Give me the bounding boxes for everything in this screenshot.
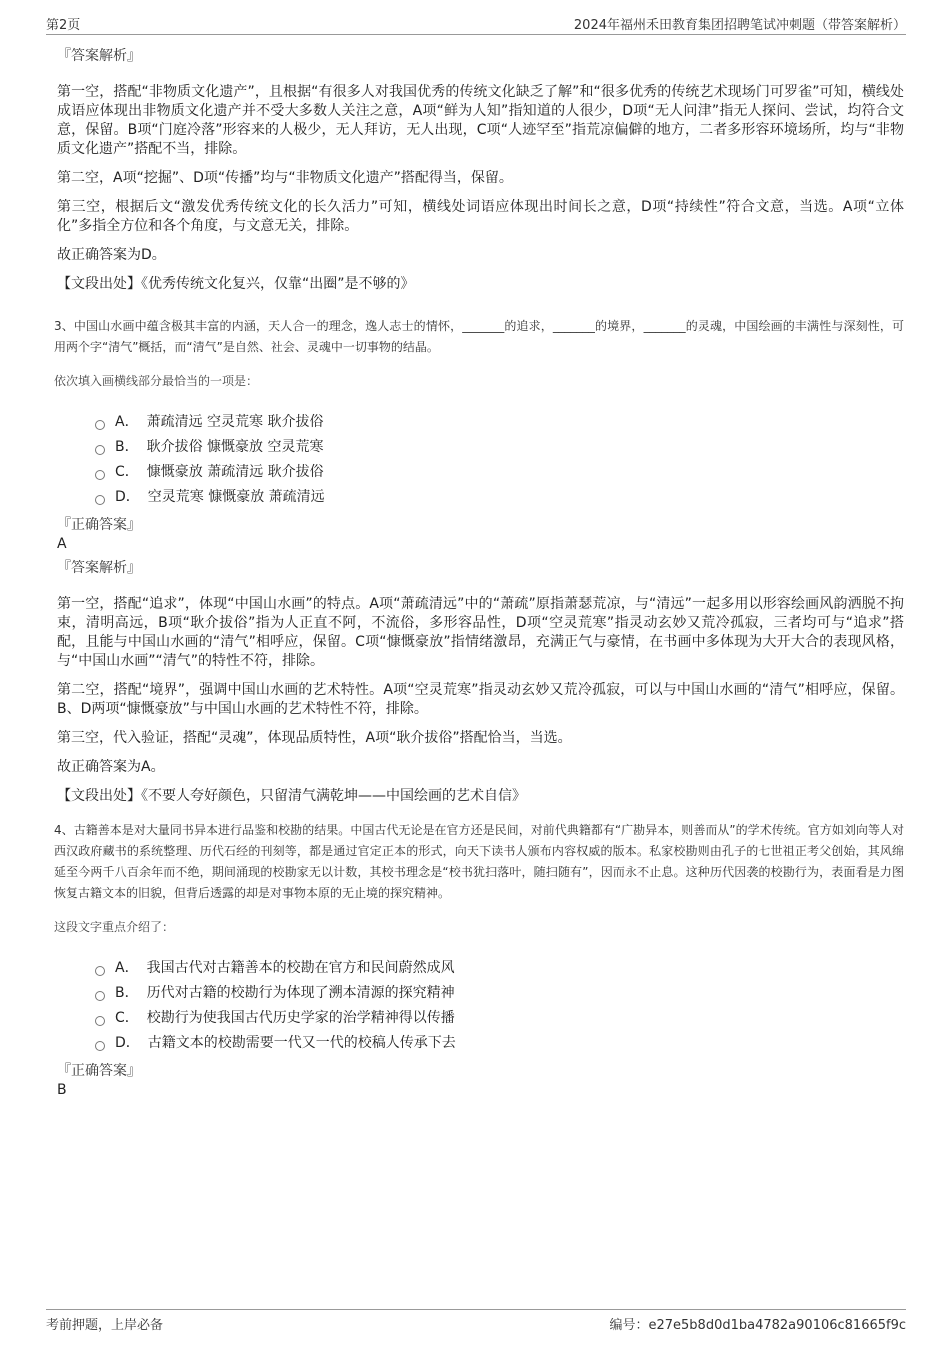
option-letter: B． — [115, 439, 139, 455]
q4-option-a[interactable] — [95, 956, 904, 981]
q3-option-a[interactable] — [95, 410, 904, 435]
option-text: 我国古代对古籍善本的校勘在官方和民间蔚然成风 — [146, 960, 455, 976]
q2-analysis-paragraph: 第二空，A项“挖掘”、D项“传播”均与“非物质文化遗产”搭配得当，保留。 — [57, 170, 513, 186]
radio-icon[interactable] — [95, 495, 105, 505]
page-number: 第2页 — [46, 18, 81, 33]
q3-option-c[interactable] — [95, 460, 904, 485]
q3-analysis-paragraph: 第三空，代入验证，搭配“灵魂”，体现品质特性，A项“耿介拔俗”搭配恰当，当选。 — [57, 730, 572, 746]
q3-option-b[interactable] — [95, 435, 904, 460]
q4-option-c[interactable] — [95, 1006, 904, 1031]
option-letter: A． — [115, 414, 139, 430]
option-letter: C． — [115, 1010, 139, 1026]
q2-analysis-label: 『答案解析』 — [57, 48, 141, 64]
q3-answer: A — [57, 536, 67, 552]
option-text: 历代对古籍的校勘行为体现了溯本清源的探究精神 — [146, 985, 455, 1001]
radio-icon[interactable] — [95, 991, 105, 1001]
q4-options — [95, 956, 904, 1056]
q3-analysis-paragraph: 第二空，搭配“境界”，强调中国山水画的艺术特性。A项“空灵荒寒”指灵动玄妙又荒冷孤寂，可以与中国山水画的“清气”相呼应，保留。B、D两项“慷慨豪放”与中国山水画的艺术特性不符，排除。 — [57, 682, 904, 717]
option-text: 慷慨豪放 萧疏清远 耿介拔俗 — [146, 464, 324, 480]
option-text: 空灵荒寒 慷慨豪放 萧疏清远 — [147, 489, 325, 505]
option-letter: C． — [115, 464, 139, 480]
radio-icon[interactable] — [95, 966, 105, 976]
q2-source: 【文段出处】《优秀传统文化复兴，仅靠“出圈”是不够的》 — [57, 276, 415, 292]
radio-icon[interactable] — [95, 420, 105, 430]
document-id: 编号：e27e5b8d0d1ba4782a90106c81665f9c — [609, 1318, 906, 1333]
page-header — [46, 14, 906, 35]
q2-conclusion: 故正确答案为D。 — [57, 247, 166, 263]
radio-icon[interactable] — [95, 470, 105, 480]
option-text: 耿介拔俗 慷慨豪放 空灵荒寒 — [146, 439, 324, 455]
footer-slogan: 考前押题，上岸必备 — [46, 1318, 164, 1333]
q3-option-d[interactable] — [95, 485, 904, 510]
q2-analysis-paragraph: 第三空，根据后文“激发优秀传统文化的长久活力”可知，横线处词语应体现出时间长之意，D项“持续性”符合文意，当选。A项“立体化”多指全方位和各个角度，与文意无关，排除。 — [57, 199, 904, 234]
option-text: 校勘行为使我国古代历史学家的治学精神得以传播 — [146, 1010, 455, 1026]
q4-option-b[interactable] — [95, 981, 904, 1006]
radio-icon[interactable] — [95, 1016, 105, 1026]
page-footer — [46, 1309, 906, 1334]
q4-prompt: 这段文字重点介绍了： — [54, 920, 175, 934]
page-content — [54, 46, 904, 1104]
radio-icon[interactable] — [95, 1041, 105, 1051]
q2-analysis-paragraph: 第一空，搭配“非物质文化遗产”，且根据“有很多人对我国优秀的传统文化缺乏了解”和“很多优秀的传统艺术现场门可罗雀”可知，横线处成语应体现出非物质文化遗产并不受大多数人关注之意，A项“鲜为人知”指知道的人很少，D项“无人问津”指无人探问、尝试，均符合文意，保留。B项“门庭冷落”形容来的人极少，无人拜访，无人出现，C项“人迹罕至”指荒凉偏僻的地方，二者多形容环境场所，均与“非物质文化遗产”搭配不当，排除。 — [57, 84, 904, 157]
q3-analysis-paragraph: 第一空，搭配“追求”，体现“中国山水画”的特点。A项“萧疏清远”中的“萧疏”原指萧瑟荒凉，与“清远”一起多用以形容绘画风韵洒脱不拘束，清明高远，B项“耿介拔俗”指为人正直不阿，不流俗，多形容品性，D项“空灵荒寒”指灵动玄妙又荒冷孤寂，三者均可与“追求”搭配，且能与中国山水画的“清气”相呼应，保留。C项“慷慨豪放”指情绪激昂，充满正气与豪情，在书画中多体现为大开大合的表现风格，与“中国山水画”“清气”的特性不符，排除。 — [57, 596, 904, 669]
q3-source: 【文段出处】《不要人夸好颜色，只留清气满乾坤——中国绘画的艺术自信》 — [57, 788, 526, 804]
option-letter: B． — [115, 985, 139, 1001]
option-letter: D． — [115, 489, 140, 505]
document-title: 2024年福州禾田教育集团招聘笔试冲刺题（带答案解析） — [573, 18, 906, 33]
q3-analysis-label: 『答案解析』 — [57, 560, 141, 576]
option-text: 古籍文本的校勘需要一代又一代的校稿人传承下去 — [147, 1035, 456, 1051]
q4-option-d[interactable] — [95, 1031, 904, 1056]
option-letter: D． — [115, 1035, 140, 1051]
q3-options — [95, 410, 904, 510]
q4-question-text: 4、古籍善本是对大量同书异本进行品鉴和校勘的结果。中国古代无论是在官方还是民间，对前代典籍都有“广勘异本，则善而从”的学术传统。官方如刘向等人对西汉政府藏书的系统整理、历代石经的刊刻等，都是通过官定正本的形式，向天下读书人颁布内容权威的版本。私家校勘则由孔子的七世祖正考父创始，其风绵延至今两千八百余年而不绝，期间涌现的校勘家无以计数，其校书理念是“校书犹扫落叶，随扫随有”，因而永不止息。这种历代因袭的校勘行为，表面看是力图恢复古籍文本的旧貌，但背后透露的却是对事物本原的无止境的探究精神。 — [54, 823, 904, 900]
option-letter: A． — [115, 960, 139, 976]
q4-answer-label: 『正确答案』 — [57, 1063, 141, 1079]
q3-question-text: 3、中国山水画中蕴含极其丰富的内涵，天人合一的理念，逸人志士的情怀，_______的追求，_______的境界，_______的灵魂，中国绘画的丰满性与深刻性，可用两个字“清气”概括，而“清气”是自然、社会、灵魂中一切事物的结晶。 — [54, 319, 904, 354]
q4-answer: B — [57, 1082, 67, 1098]
q3-conclusion: 故正确答案为A。 — [57, 759, 165, 775]
option-text: 萧疏清远 空灵荒寒 耿介拔俗 — [146, 414, 324, 430]
q3-answer-label: 『正确答案』 — [57, 517, 141, 533]
radio-icon[interactable] — [95, 445, 105, 455]
q3-prompt: 依次填入画横线部分最恰当的一项是： — [54, 374, 259, 388]
